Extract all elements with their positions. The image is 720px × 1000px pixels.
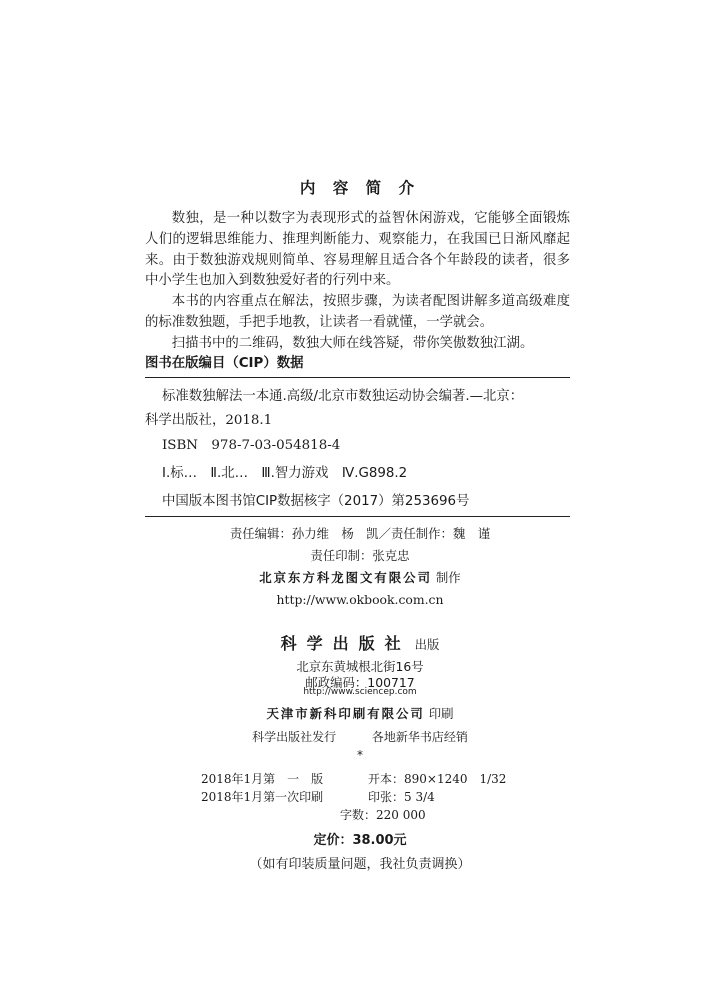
credit-editors: 责任编辑：孙力维 杨 凯／责任制作：魏 谨 [229, 526, 491, 541]
quality-note: （如有印装质量问题，我社负责调换） [249, 857, 471, 872]
distribution-row [0, 728, 720, 745]
cip-classification: Ⅰ.标… Ⅱ.北… Ⅲ.智力游戏 Ⅳ.G898.2 [162, 466, 408, 481]
spec-sheets: 印张：5 3/4 [368, 790, 435, 804]
intro-paragraph-2: 本书的内容重点在解法，按照步骤，为读者配图讲解多道高级难度的标准数独题，手把手地教，让读者一看就懂，一学就会。 [145, 294, 570, 330]
spec-format: 开本：890×1240 1/32 [368, 772, 507, 786]
page-title: 内 容 简 介 [299, 179, 421, 197]
printer-row [0, 704, 720, 722]
cip-isbn: ISBN 978-7-03-054818-4 [162, 438, 341, 453]
producer-role: 制作 [435, 570, 461, 585]
cip-record-line-2: 科学出版社，2018.1 [145, 413, 273, 428]
publisher-postcode: 邮政编码：100717 [305, 675, 415, 690]
introduction [145, 209, 570, 355]
cip-heading: 图书在版编目（CIP）数据 [145, 356, 304, 371]
credit-producer [0, 568, 720, 586]
publisher-url: http://www.sciencep.com [303, 687, 417, 697]
producer-name: 北京东方科龙图文有限公司 [259, 570, 432, 585]
cip-number: 中国版本图书馆CIP数据核字（2017）第253696号 [162, 494, 470, 509]
cip-bottom-rule [145, 516, 570, 517]
cip-record-line-1: 标准数独解法一本通.高级/北京市数独运动协会编著.—北京： [162, 389, 524, 404]
publisher-name: 科学出版社 [280, 634, 411, 653]
spec-printing: 2018年1月第一次印刷 [201, 790, 324, 804]
printer-name: 天津市新科印刷有限公司 [266, 706, 425, 721]
publisher-row [0, 631, 720, 654]
distribution-star: * [357, 748, 363, 762]
producer-url: http://www.okbook.com.cn [276, 592, 444, 607]
distribution-issuer: 科学出版社发行 [252, 730, 337, 744]
credit-print-supervisor: 责任印制：张克忠 [310, 548, 410, 563]
distribution-seller: 各地新华书店经销 [371, 730, 468, 744]
price: 定价：38.00元 [313, 833, 407, 848]
intro-paragraph-1: 数独，是一种以数字为表现形式的益智休闲游戏，它能够全面锻炼人们的逻辑思维能力、推理判断能力、观察能力，在我国已日渐风靡起来。由于数独游戏规则简单、容易理解且适合各个年龄段的读者，很多中小学生也加入到数独爱好者的行列中来。 [145, 211, 570, 289]
printer-role: 印刷 [428, 706, 454, 721]
publisher-address: 北京东黄城根北街16号 [296, 659, 424, 674]
intro-paragraph-3: 扫描书中的二维码，数独大师在线答疑，带你笑傲数独江湖。 [171, 335, 534, 351]
spec-words: 字数：220 000 [340, 808, 426, 822]
cip-top-rule [145, 377, 570, 378]
spec-edition: 2018年1月第 一 版 [201, 772, 324, 786]
publisher-role: 出版 [414, 637, 440, 652]
